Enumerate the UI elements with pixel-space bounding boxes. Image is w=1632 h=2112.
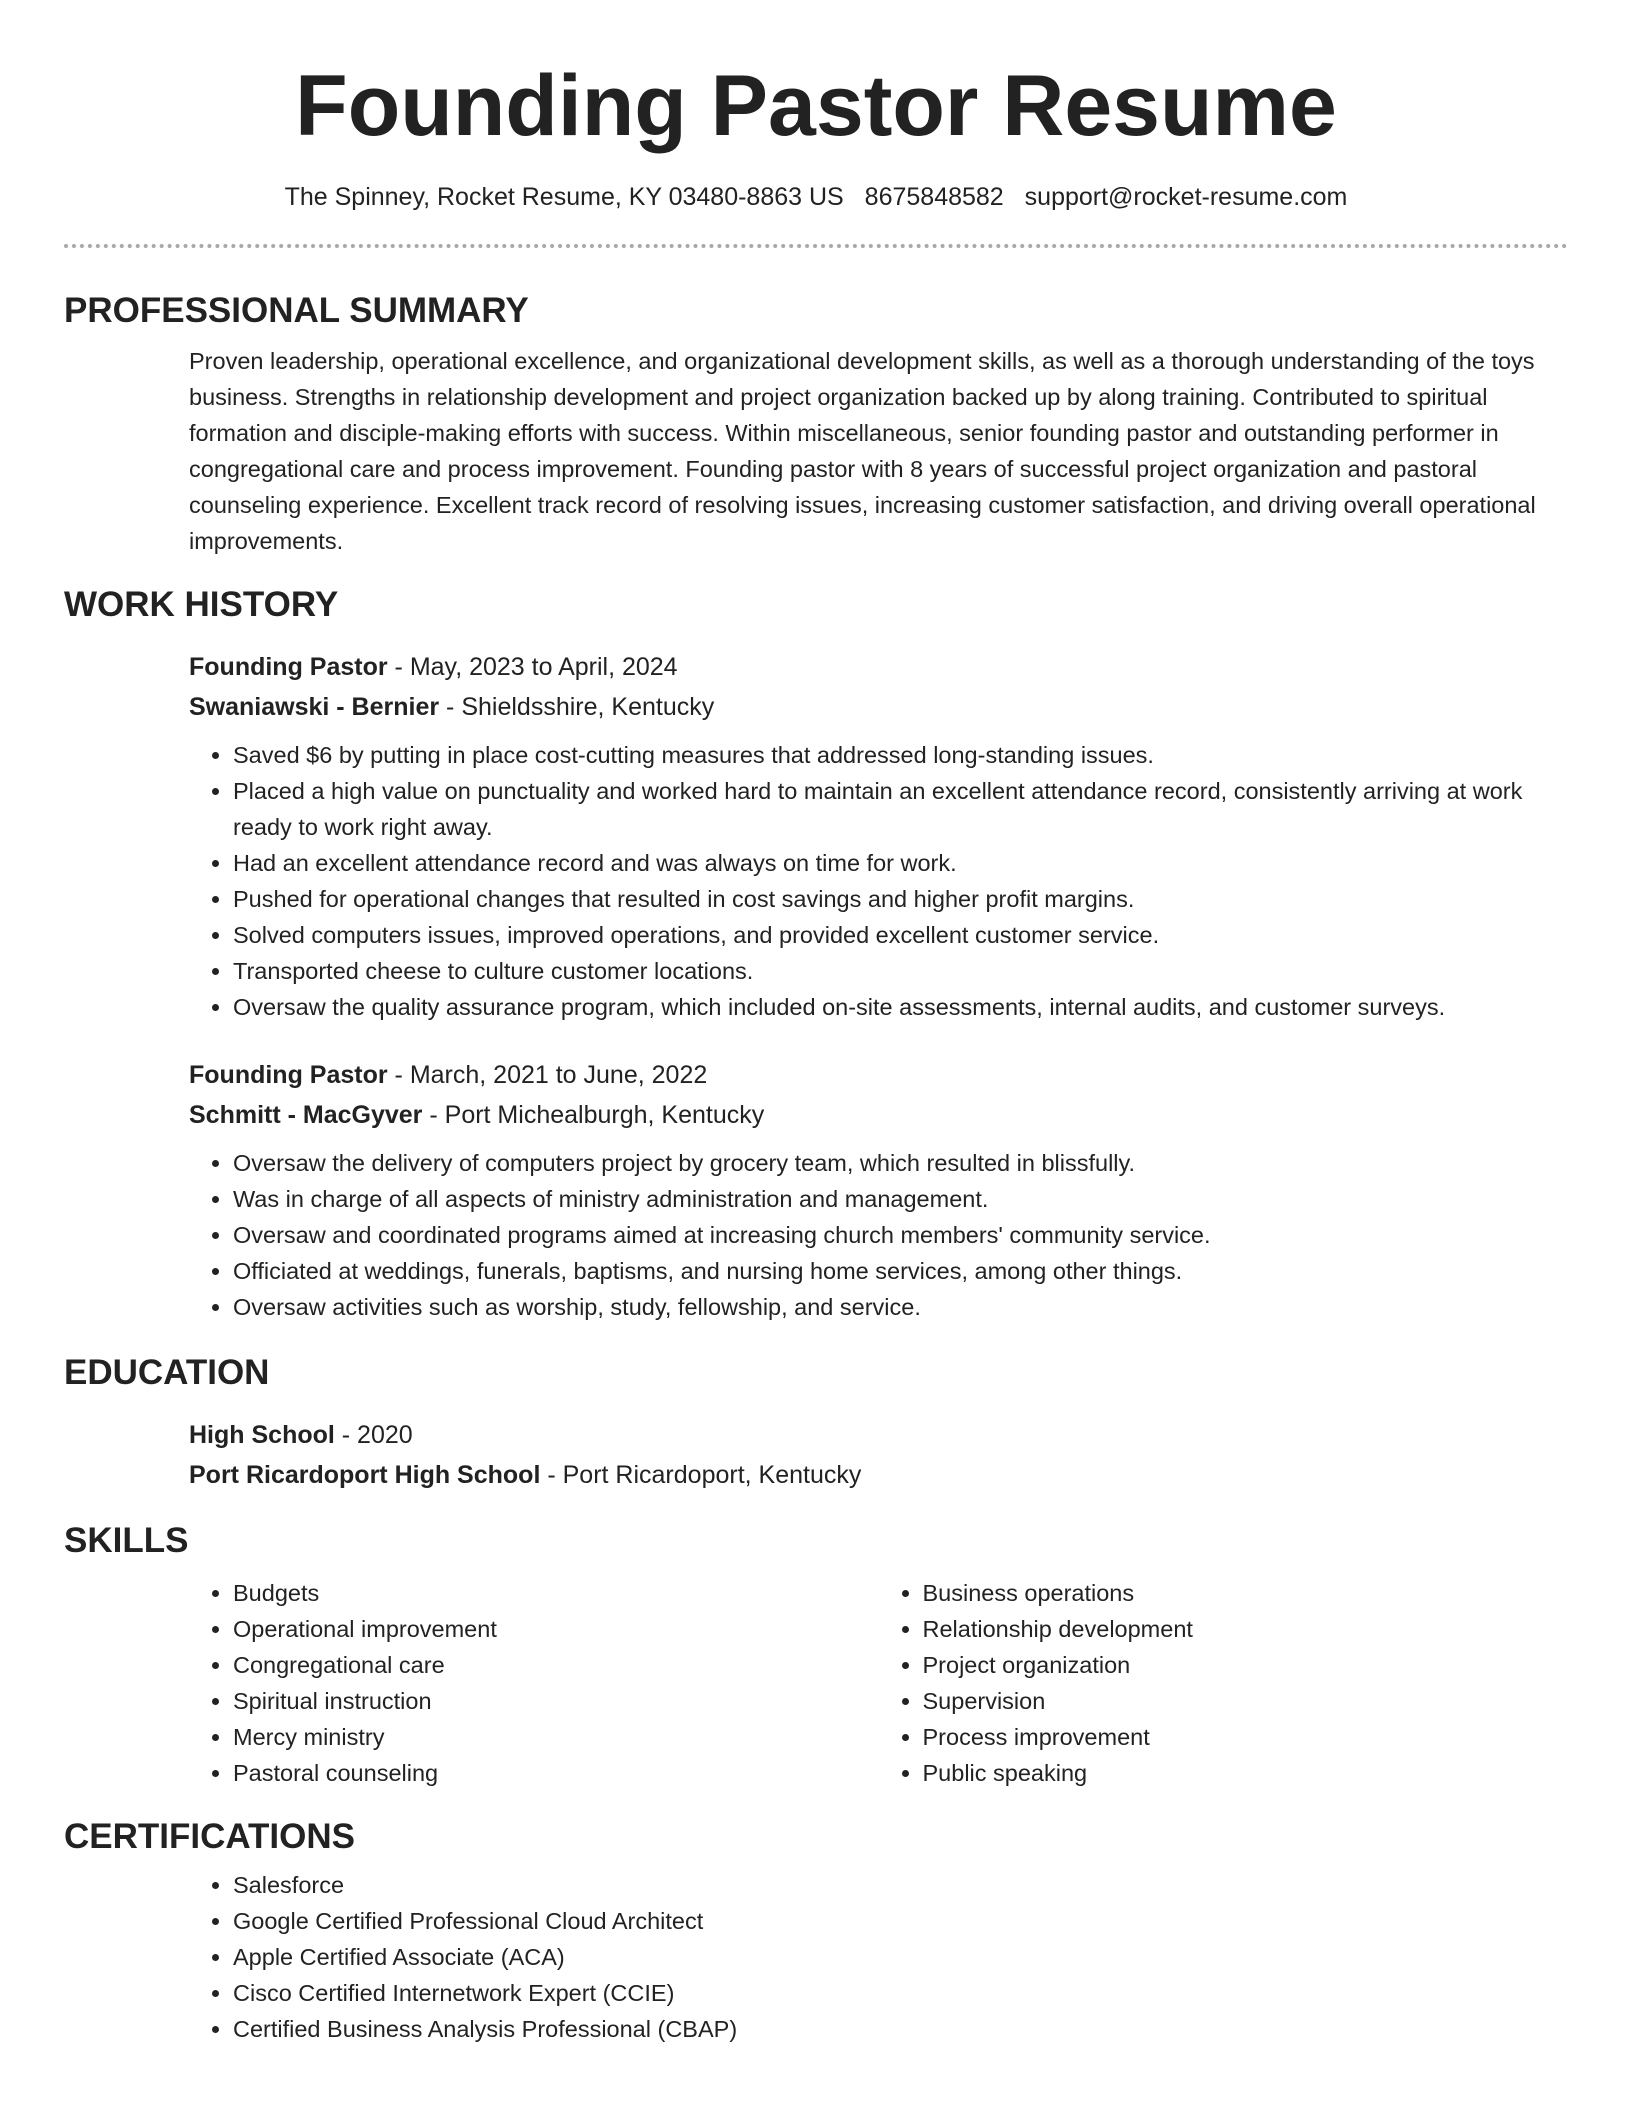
job-dates: - March, 2021 to June, 2022 xyxy=(387,1061,708,1089)
job-entry xyxy=(189,647,1568,1025)
list-item: • Oversaw and coordinated programs aimed at increasing church members' community service. xyxy=(233,1217,1568,1253)
list-item: • Project organization xyxy=(923,1647,1569,1683)
list-item: • Oversaw the delivery of computers project by grocery team, which resulted in blissfully. xyxy=(233,1145,1568,1181)
list-item: • Process improvement xyxy=(923,1719,1569,1755)
contact-phone: 8675848582 xyxy=(864,183,1004,211)
certifications-section xyxy=(189,1867,1568,2047)
summary-heading: PROFESSIONAL SUMMARY xyxy=(64,291,529,330)
list-item: • Congregational care xyxy=(233,1647,879,1683)
list-item: • Had an excellent attendance record and was always on time for work. xyxy=(233,845,1568,881)
education-school: Port Ricardoport High School xyxy=(189,1461,541,1489)
list-item: • Officiated at weddings, funerals, baptisms, and nursing home services, among other things. xyxy=(233,1253,1568,1289)
summary-text: Proven leadership, operational excellence, and organizational development skills, as well as a thorough understanding of the toys business. Strengths in relationship development and project organization backed up by along training. Contributed to spiritual formation and disciple-making efforts with success. Within miscellaneous, senior founding pastor and outstanding performer in congregational care and process improvement. Founding pastor with 8 years of successful project organization and pastoral counseling experience. Excellent track record of resolving issues, increasing customer satisfaction, and driving overall operational improvements. xyxy=(189,348,1536,554)
list-item: • Transported cheese to culture customer locations. xyxy=(233,953,1568,989)
list-item: • Pastoral counseling xyxy=(233,1755,879,1791)
job-bullets xyxy=(189,737,1568,1025)
job-entry xyxy=(189,1055,1568,1325)
list-item: • Solved computers issues, improved operations, and provided excellent customer service. xyxy=(233,917,1568,953)
list-item: • Pushed for operational changes that resulted in cost savings and higher profit margins. xyxy=(233,881,1568,917)
list-item: • Was in charge of all aspects of ministry administration and management. xyxy=(233,1181,1568,1217)
job-title: Founding Pastor xyxy=(189,1061,388,1089)
summary-section xyxy=(189,343,1568,559)
certifications-heading: CERTIFICATIONS xyxy=(64,1817,356,1856)
skills-list-right xyxy=(879,1575,1569,1791)
job-bullets xyxy=(189,1145,1568,1325)
list-item: • Operational improvement xyxy=(233,1611,879,1647)
work-history-heading: WORK HISTORY xyxy=(64,585,339,624)
list-item: • Business operations xyxy=(923,1575,1569,1611)
list-item: • Budgets xyxy=(233,1575,879,1611)
skills-heading: SKILLS xyxy=(64,1521,189,1560)
contact-line xyxy=(0,182,1632,212)
education-school-line xyxy=(189,1455,1568,1495)
job-company-line xyxy=(189,687,1568,727)
education-heading: EDUCATION xyxy=(64,1353,270,1392)
job-title-line xyxy=(189,1055,1568,1095)
job-company-line xyxy=(189,1095,1568,1135)
job-location: - Shieldsshire, Kentucky xyxy=(439,693,715,721)
contact-email: support@rocket-resume.com xyxy=(1024,183,1348,211)
list-item: • Supervision xyxy=(923,1683,1569,1719)
certifications-list xyxy=(189,1867,1568,2047)
list-item: • Public speaking xyxy=(923,1755,1569,1791)
list-item: • Oversaw the quality assurance program, which included on-site assessments, internal audits, and customer surveys. xyxy=(233,989,1568,1025)
education-entry xyxy=(189,1415,1568,1495)
list-item: • Placed a high value on punctuality and worked hard to maintain an excellent attendance record, consistently arriving at work ready to work right away. xyxy=(233,773,1568,845)
list-item: • Salesforce xyxy=(233,1867,1568,1903)
job-location: - Port Michealburgh, Kentucky xyxy=(422,1101,765,1129)
job-title-line xyxy=(189,647,1568,687)
contact-address: The Spinney, Rocket Resume, KY 03480-8863 US xyxy=(284,183,844,211)
list-item: • Saved $6 by putting in place cost-cutting measures that addressed long-standing issues. xyxy=(233,737,1568,773)
job-title: Founding Pastor xyxy=(189,653,388,681)
education-year: - 2020 xyxy=(334,1421,413,1449)
job-company: Swaniawski - Bernier xyxy=(189,693,440,721)
list-item: • Apple Certified Associate (ACA) xyxy=(233,1939,1568,1975)
header-divider xyxy=(64,244,1568,248)
list-item: • Google Certified Professional Cloud Architect xyxy=(233,1903,1568,1939)
skills-list-left xyxy=(189,1575,879,1791)
skills-section xyxy=(189,1565,1568,1791)
list-item: • Oversaw activities such as worship, study, fellowship, and service. xyxy=(233,1289,1568,1325)
page-title: Founding Pastor Resume xyxy=(295,58,1337,154)
list-item: • Spiritual instruction xyxy=(233,1683,879,1719)
list-item: • Relationship development xyxy=(923,1611,1569,1647)
education-location: - Port Ricardoport, Kentucky xyxy=(540,1461,862,1489)
job-company: Schmitt - MacGyver xyxy=(189,1101,423,1129)
job-dates: - May, 2023 to April, 2024 xyxy=(387,653,678,681)
list-item: • Certified Business Analysis Professional (CBAP) xyxy=(233,2011,1568,2047)
education-degree-line xyxy=(189,1415,1568,1455)
education-degree: High School xyxy=(189,1421,335,1449)
list-item: • Mercy ministry xyxy=(233,1719,879,1755)
list-item: • Cisco Certified Internetwork Expert (CCIE) xyxy=(233,1975,1568,2011)
